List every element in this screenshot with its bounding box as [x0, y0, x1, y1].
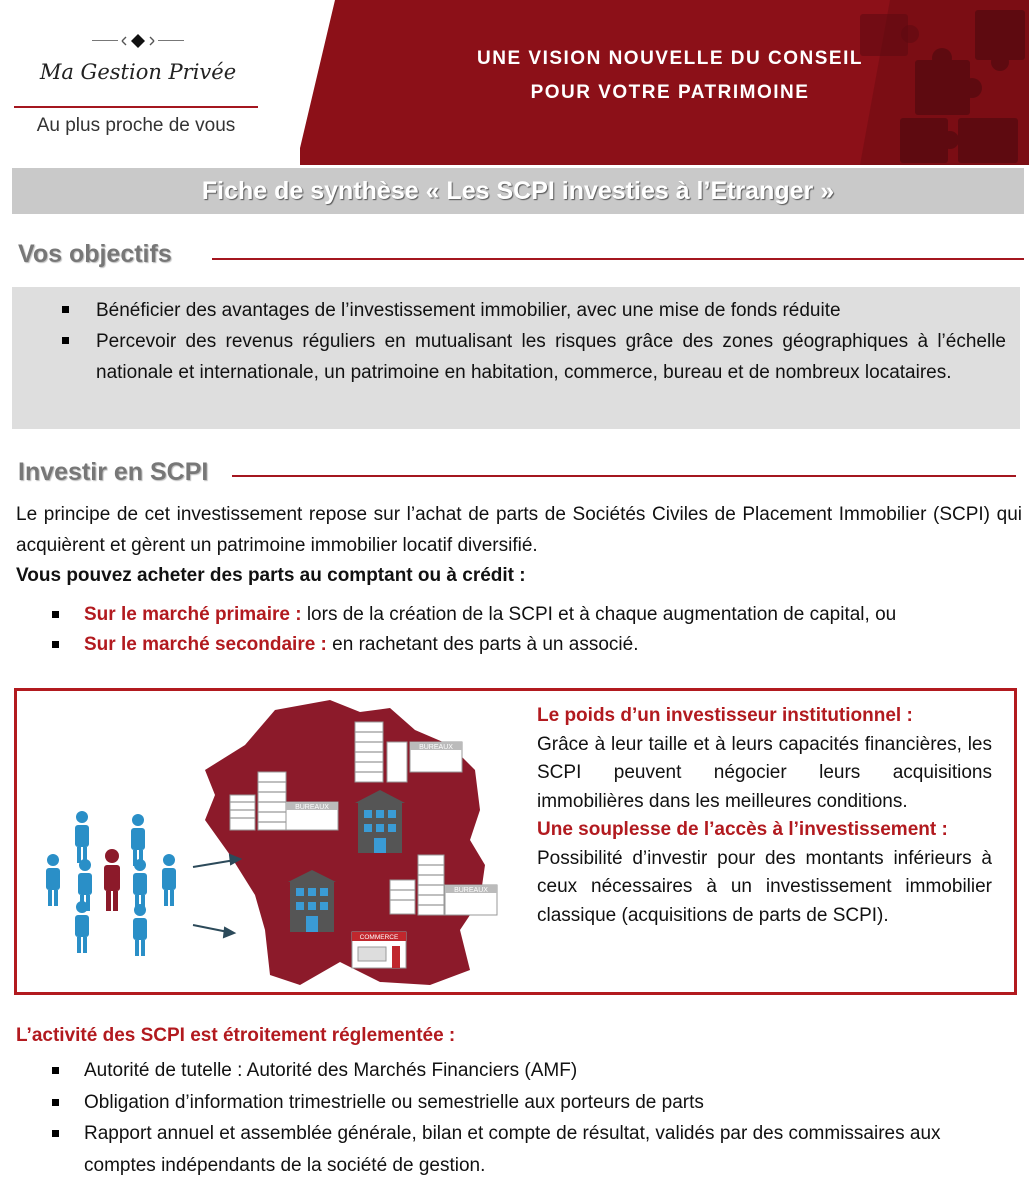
list-item: Autorité de tutelle : Autorité des Marchés Financiers (AMF)	[50, 1055, 1010, 1087]
logo-ornament	[92, 33, 184, 49]
shop-icon	[352, 932, 406, 968]
house-icon	[288, 870, 336, 932]
bureaux-label: BUREAUX	[295, 804, 329, 811]
box-text-institutional: Grâce à leur taille et à leurs capacités financières, les SCPI peuvent négocier leurs acquisitions immobilières dans les meilleures conditions.	[537, 733, 992, 812]
bureaux-label: BUREAUX	[454, 887, 488, 894]
logo-name: Ma Gestion Privée	[39, 60, 237, 84]
invest-heading: Investir en SCPI	[18, 458, 209, 486]
box-text	[537, 702, 992, 930]
logo-divider	[14, 106, 258, 108]
invest-paragraph: Le principe de cet investissement repose sur l’achat de parts de Sociétés Civiles de Placement Immobilier (SCPI) qui acquièrent et gèrent un patrimoine immobilier locatif diversifié.	[16, 504, 1022, 556]
banner-line-1: UNE VISION NOUVELLE DU CONSEIL	[477, 48, 863, 69]
market-label: Sur le marché primaire :	[84, 604, 302, 625]
list-item: Bénéficier des avantages de l’investissement immobilier, avec une mise de fonds réduite	[60, 295, 1006, 326]
regulation-title: L’activité des SCPI est étroitement réglementée :	[16, 1025, 456, 1046]
box-text-flexibility: Possibilité d’investir pour des montants inférieurs à ceux nécessaires à un investissement immobilier classique (acquisitions de parts de SCPI).	[537, 847, 992, 926]
scpi-illustration	[30, 700, 510, 990]
list-item: Percevoir des revenus réguliers en mutualisant les risques grâce des zones géographiques à l’échelle nationale et internationale, un patrimoine en habitation, commerce, bureau et de nombreux locataires.	[60, 326, 1006, 388]
logo	[0, 0, 300, 165]
buy-line: Vous pouvez acheter des parts au comptant ou à crédit :	[16, 565, 526, 586]
list-item	[50, 600, 1010, 630]
banner-slogan	[420, 42, 920, 110]
markets-list	[50, 600, 1010, 660]
bureaux-label: BUREAUX	[419, 744, 453, 751]
commerce-label: COMMERCE	[359, 934, 399, 941]
list-item: Rapport annuel et assemblée générale, bilan et compte de résultat, validés par des commissaires aux comptes indépendants de la société de gestion.	[50, 1118, 1010, 1181]
regulation-list	[50, 1055, 1010, 1181]
diamond-icon	[118, 33, 158, 49]
logo-tagline: Au plus proche de vous	[36, 115, 236, 136]
house-icon	[355, 790, 405, 853]
objectives-rule	[212, 258, 1024, 260]
box-heading-institutional: Le poids d’un investisseur institutionnel :	[537, 705, 913, 726]
banner-line-2: POUR VOTRE PATRIMOINE	[530, 82, 810, 103]
market-text: en rachetant des parts à un associé.	[326, 634, 639, 655]
invest-rule	[232, 475, 1016, 477]
investor-icon	[104, 849, 120, 911]
page-title: Fiche de synthèse « Les SCPI investies à l’Etranger »	[201, 177, 835, 205]
box-heading-flexibility: Une souplesse de l’accès à l’investissement :	[537, 819, 948, 840]
arrow-icon	[193, 855, 240, 937]
objectives-list	[60, 295, 1006, 388]
objectives-heading: Vos objectifs	[18, 240, 172, 268]
list-item	[50, 630, 1010, 660]
page-header	[0, 0, 1029, 165]
title-bar	[12, 168, 1024, 214]
market-label: Sur le marché secondaire :	[84, 634, 327, 655]
list-item: Obligation d’information trimestrielle ou semestrielle aux porteurs de parts	[50, 1087, 1010, 1119]
market-text: lors de la création de la SCPI et à chaque augmentation de capital, ou	[301, 604, 897, 625]
